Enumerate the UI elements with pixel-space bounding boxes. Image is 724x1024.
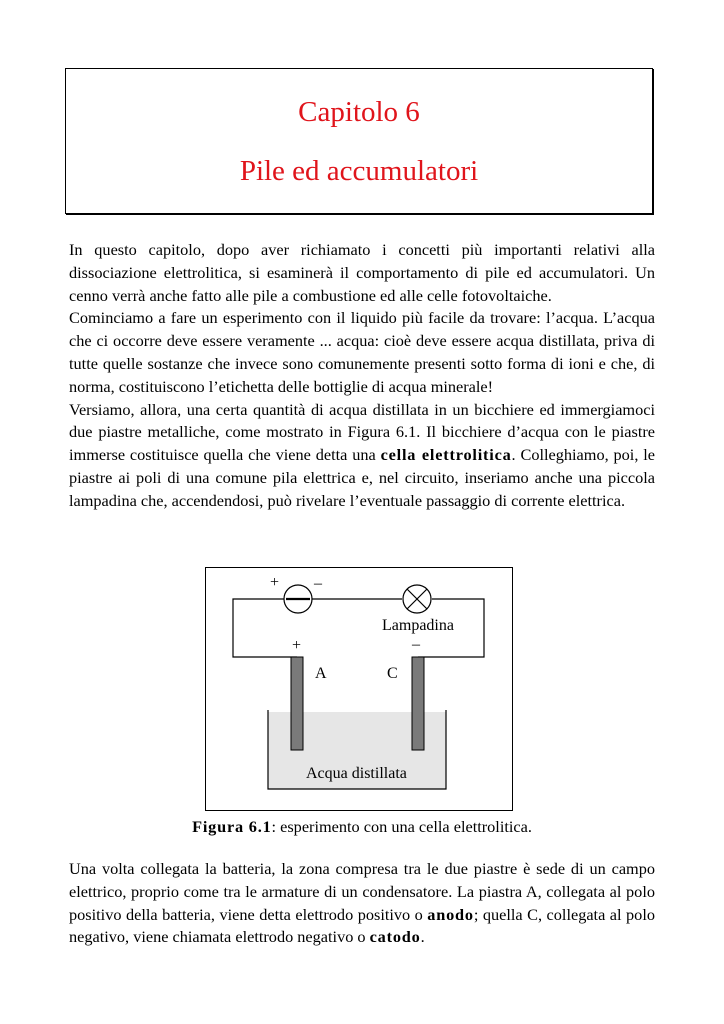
cathode-sign: – [412,636,420,653]
lamp-label: Lampadina [382,617,454,634]
lamp-icon [403,585,431,613]
term-catodo: catodo [369,927,421,947]
setup-text-after: . Colleghiamo, poi, le piastre ai poli di una comune pila elettrica e, nel circuito, inseriamo anche una piccola lampadina che, accendendosi, può rivelare l’eventuale passaggio di corrente elettrica. [69,445,655,510]
cathode-label: C [387,665,398,682]
body-text-top [69,239,655,513]
conclusion-paragraph [69,858,655,949]
battery-icon [284,585,312,613]
term-cella-elettrolitica: cella elettrolitica [380,445,512,465]
setup-text-before: Versiamo, allora, una certa quantità di acqua distillata in un bicchiere ed immergiamoci due piastre metalliche, come mostrato in Figura 6.1. Il bicchiere d’acqua con le piastre immerse costituisce quella che viene detta una [69,399,655,465]
chapter-title: Pile ed accumulatori [239,155,479,187]
anode-plate [291,657,303,750]
circuit-diagram [206,568,514,812]
figure-electrolytic-cell [205,567,513,811]
intro-paragraph: In questo capitolo, dopo aver richiamato i concetti più importanti relativi alla dissociazione elettrolitica, si esaminerà il comportamento di pile ed accumulatori. Un cenno verrà anche fatto alle pile a combustione ed alle celle fotovoltaiche. [69,240,655,305]
caption-label: Figura 6.1 [192,817,272,836]
figure-caption [0,816,724,838]
term-anodo: anodo [427,904,474,924]
experiment-paragraph: Cominciamo a fare un esperimento con il liquido più facile da trovare: l’acqua. L’acqua che ci occorre deve essere veramente ... acqua: cioè deve essere acqua distillata, priva di tutte quelle sostanze che invece sono comunemente presenti sotto forma di ioni e che, di norma, costituiscono l’etichetta delle bottiglie di acqua minerale! [69,308,655,396]
conclusion-text-end: . [420,927,425,947]
liquid-label: Acqua distillata [306,765,407,782]
caption-text: : esperimento con una cella elettrolitica. [271,817,532,836]
battery-minus-sign: – [314,575,322,592]
anode-label: A [315,665,327,682]
chapter-number: Capitolo 6 [298,96,420,128]
conclusion-text-before: Una volta collegata la batteria, la zona compresa tra le due piastre è sede di un campo elettrico, proprio come tra le armature di un condensatore. La piastra A, collegata al polo positivo della batteria, viene detta elettrodo positivo o [69,859,655,924]
cathode-plate [412,657,424,750]
conclusion-text-middle: ; quella C, collegata al polo negativo, viene chiamata elettrodo negativo o [69,904,655,947]
chapter-title-box [65,68,653,214]
anode-sign: + [292,637,302,654]
battery-plus-sign: + [270,574,280,591]
